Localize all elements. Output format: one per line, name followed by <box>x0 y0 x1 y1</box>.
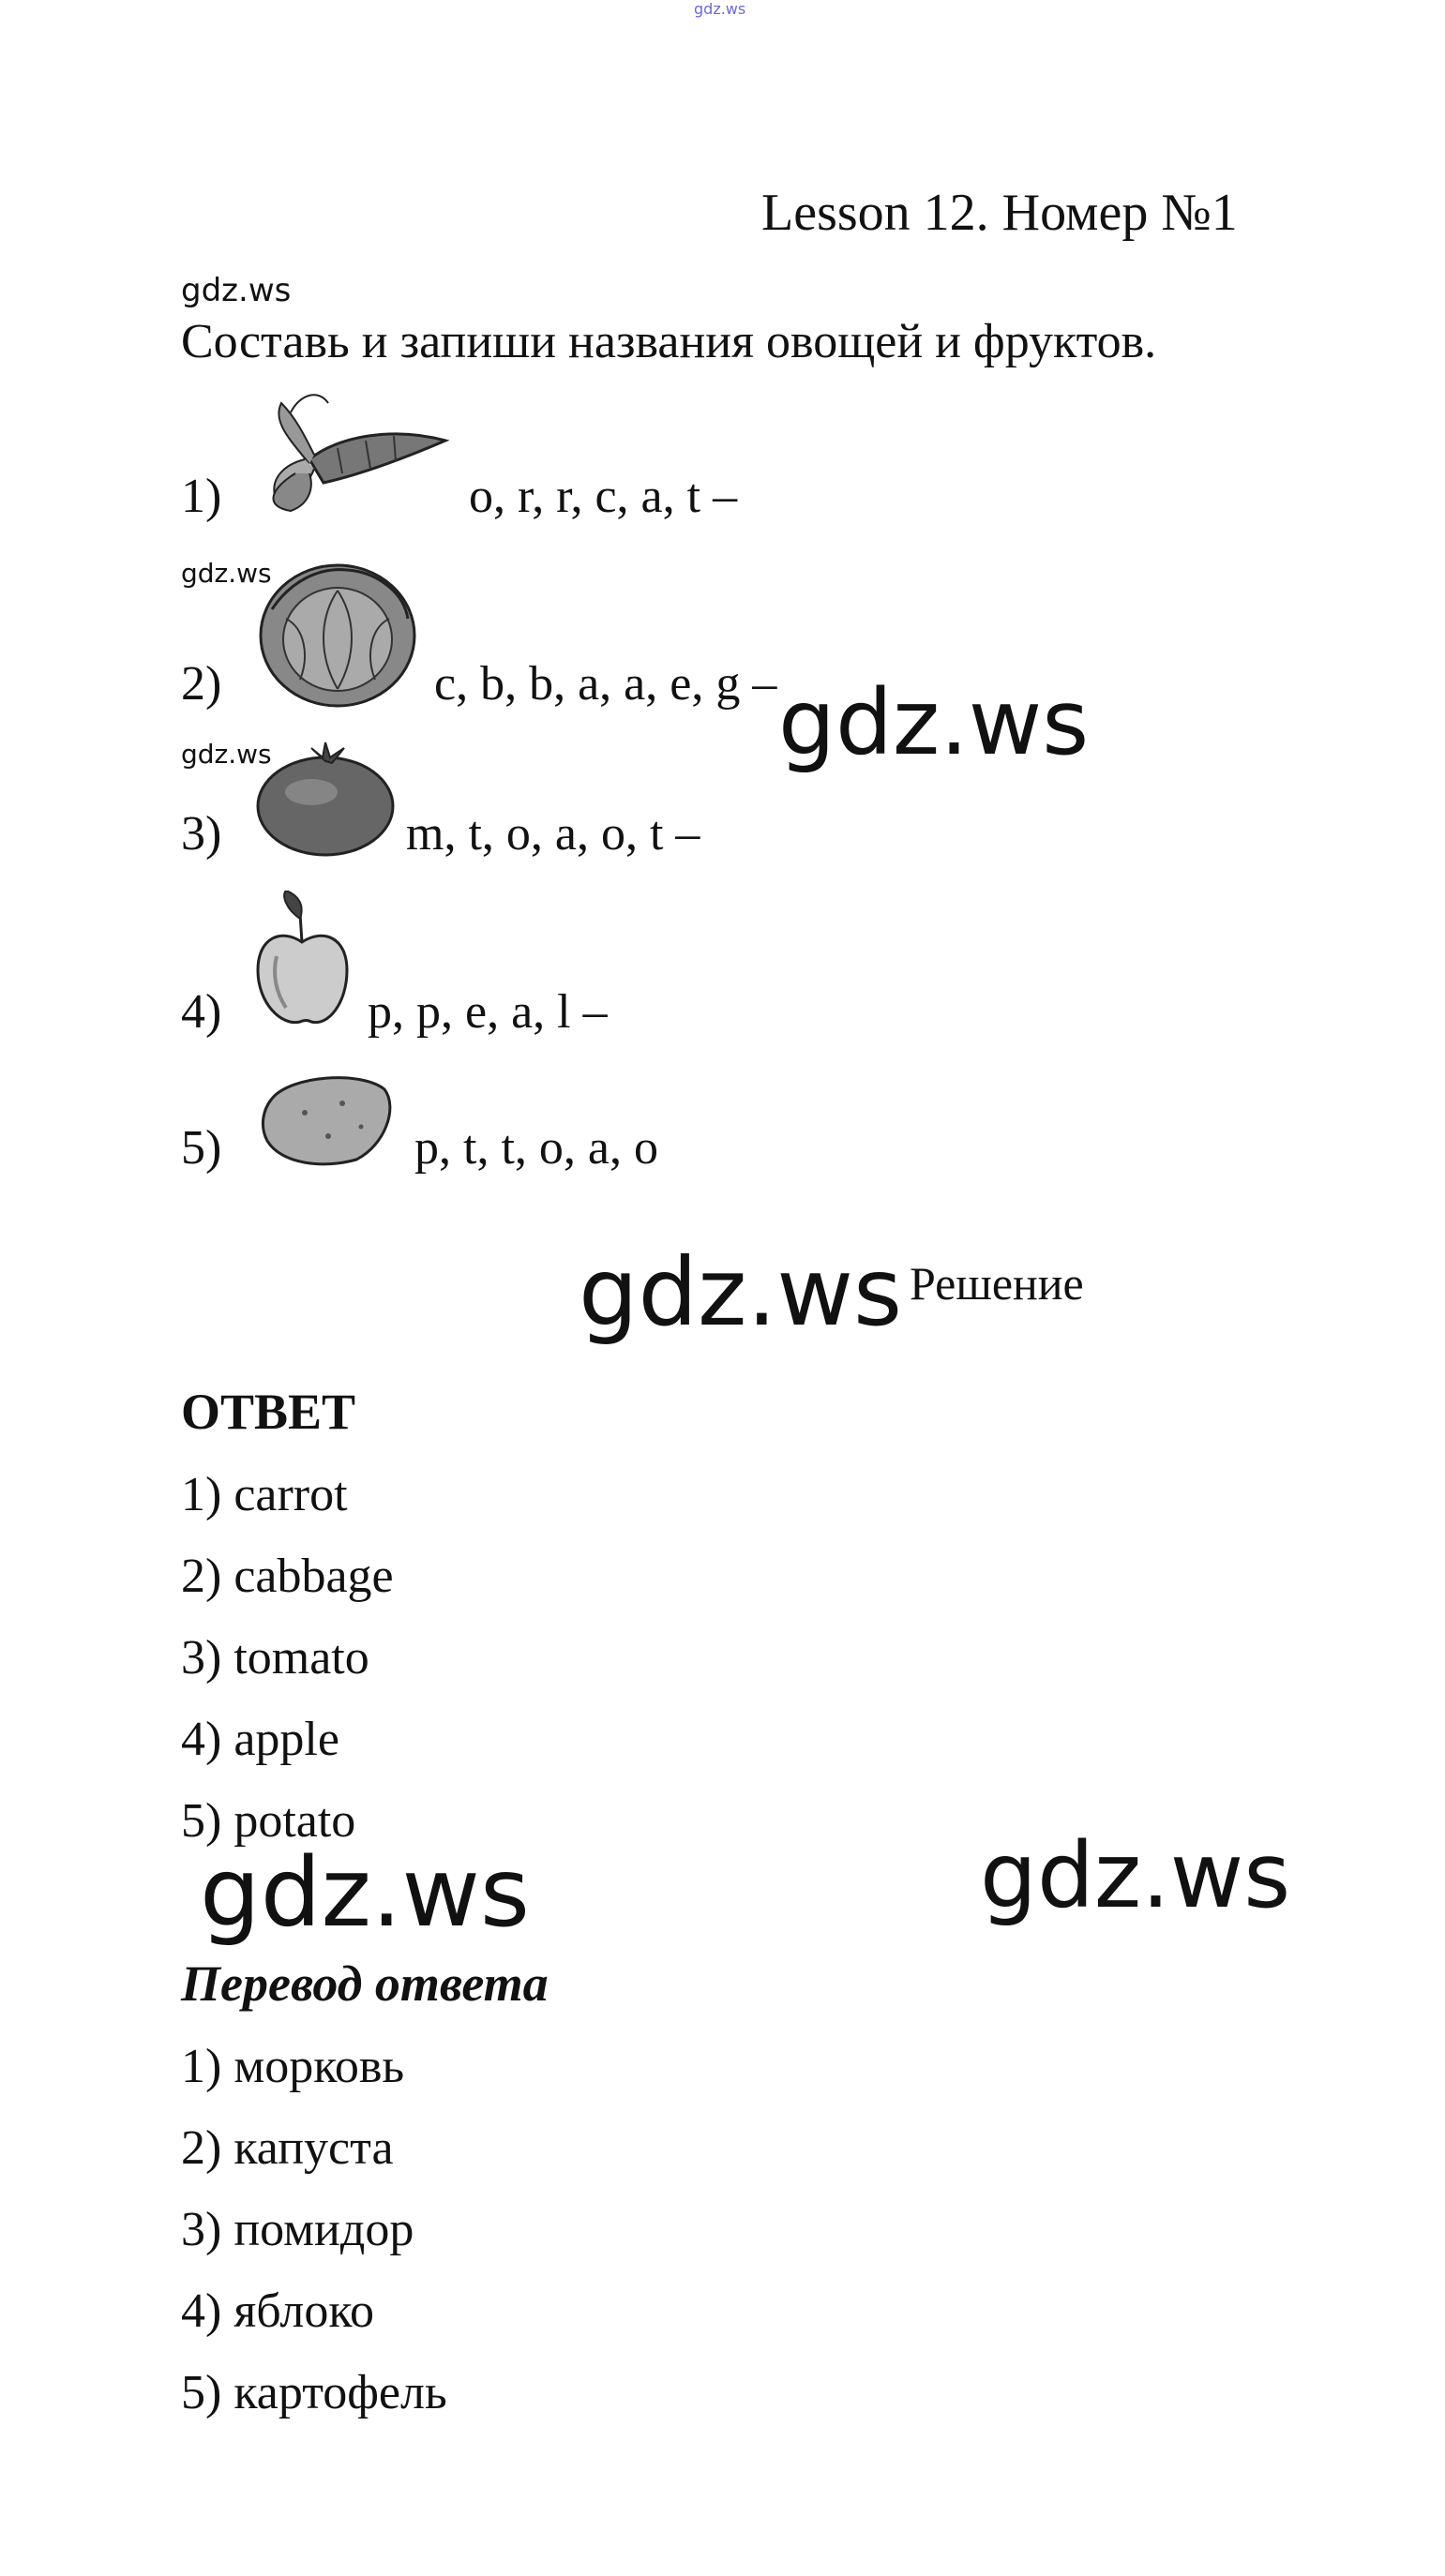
watermark-large: gdz.ws <box>778 670 1090 775</box>
item-letters: p, p, e, a, l – <box>368 985 608 1039</box>
translation-line: 4) яблоко <box>181 2284 374 2338</box>
tomato-icon <box>255 741 396 858</box>
item-letters: c, b, b, a, a, e, g – <box>434 657 777 711</box>
item-number: 1) <box>181 470 222 523</box>
item-number: 5) <box>181 1121 222 1175</box>
answer-line: 1) carrot <box>181 1468 348 1521</box>
answer-line: 5) potato <box>181 1794 356 1848</box>
item-number: 2) <box>181 657 222 711</box>
item-number: 3) <box>181 807 222 861</box>
translation-line: 1) морковь <box>181 2040 405 2093</box>
answer-heading: ОТВЕТ <box>181 1384 356 1440</box>
answer-line: 3) tomato <box>181 1631 369 1685</box>
answer-line: 4) apple <box>181 1713 339 1766</box>
watermark-top: gdz.ws <box>694 0 746 18</box>
item-letters: p, t, t, o, a, o <box>414 1121 658 1175</box>
item-letters: o, r, r, c, a, t – <box>469 470 738 523</box>
potato-icon <box>258 1071 394 1169</box>
translation-line: 5) картофель <box>181 2366 447 2419</box>
translation-heading: Перевод ответа <box>181 1955 549 2012</box>
translation-line: 2) капуста <box>181 2121 394 2175</box>
translation-line: 3) помидор <box>181 2203 414 2256</box>
watermark-small: gdz.ws <box>181 558 272 589</box>
watermark-small: gdz.ws <box>181 272 292 309</box>
item-letters: m, t, o, a, o, t – <box>406 807 700 861</box>
task-instruction: Составь и запиши названия овощей и фруктов. <box>181 315 1157 368</box>
apple-icon <box>253 891 352 1031</box>
watermark-large: gdz.ws <box>579 1237 903 1347</box>
solution-label: Решение <box>910 1257 1084 1310</box>
carrot-icon <box>253 384 455 516</box>
watermark-large: gdz.ws <box>200 1837 531 1949</box>
item-number: 4) <box>181 985 222 1039</box>
watermark-small: gdz.ws <box>181 739 272 770</box>
watermark-large: gdz.ws <box>980 1823 1291 1928</box>
answer-line: 2) cabbage <box>181 1550 394 1603</box>
cabbage-icon <box>253 553 422 712</box>
page-title: Lesson 12. Номер №1 <box>761 184 1238 242</box>
